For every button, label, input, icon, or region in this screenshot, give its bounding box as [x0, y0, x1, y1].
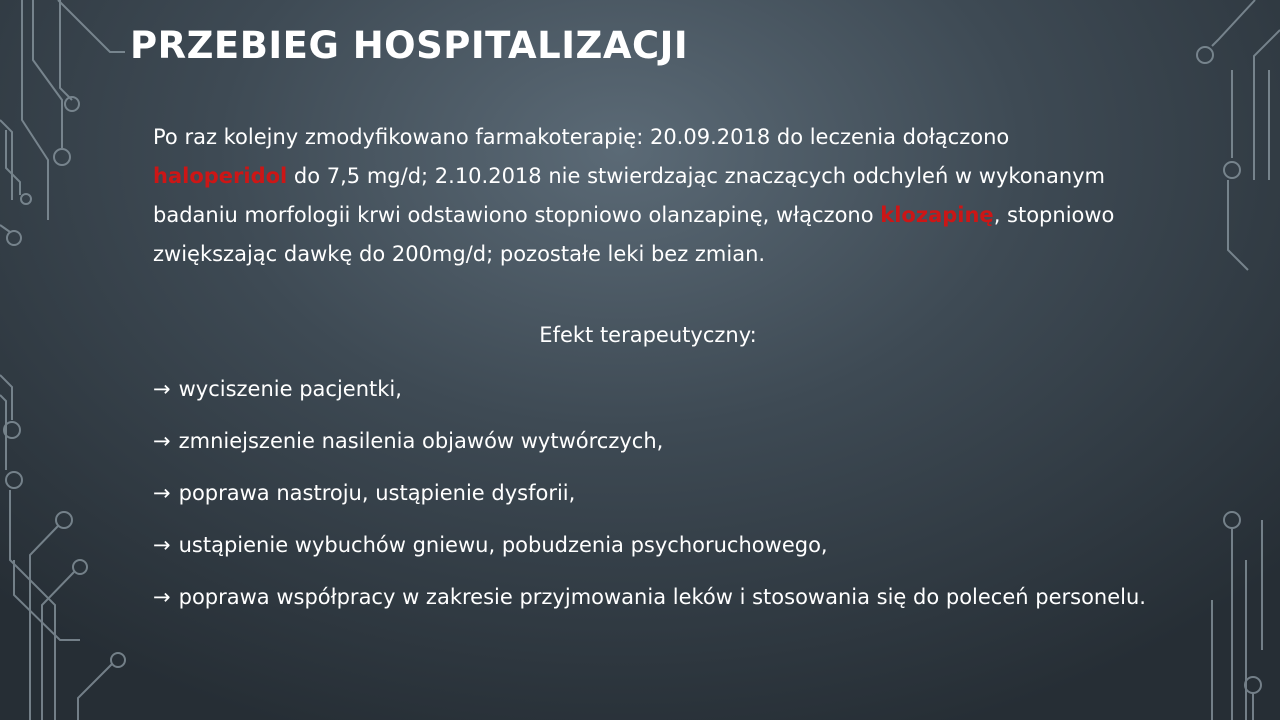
- paragraph-text: , stopniowo zwiększając dawkę do 200mg/d; pozostałe leki bez zmian.: [153, 203, 1115, 266]
- effect-text: ustąpienie wybuchów gniewu, pobudzenia psychoruchowego,: [178, 533, 828, 557]
- effect-item: [153, 370, 1153, 408]
- therapy-paragraph: [153, 118, 1143, 274]
- effect-heading: Efekt terapeutyczny:: [539, 323, 757, 347]
- paragraph-text: do 7,5 mg/d; 2.10.2018 nie stwierdzając znaczących odchyleń w wykonanym badaniu morfologii krwi odstawiono stopniowo olanzapinę, włączono: [153, 164, 1106, 227]
- arrow-icon: →: [153, 377, 171, 401]
- effect-item: [153, 474, 1153, 512]
- effect-item: [153, 578, 1153, 616]
- slide-title: PRZEBIEG HOSPITALIZACJI: [130, 24, 689, 67]
- drug-name-haloperidol: haloperidol: [153, 164, 288, 188]
- arrow-icon: →: [153, 429, 171, 453]
- effect-text: zmniejszenie nasilenia objawów wytwórczych,: [178, 429, 664, 453]
- drug-name-klozapina: klozapinę: [880, 203, 994, 227]
- effect-item: [153, 422, 1153, 460]
- effect-text: poprawa nastroju, ustąpienie dysforii,: [178, 481, 576, 505]
- arrow-icon: →: [153, 533, 171, 557]
- arrow-icon: →: [153, 585, 171, 609]
- arrow-icon: →: [153, 481, 171, 505]
- paragraph-text: Po raz kolejny zmodyfikowano farmakoterapię: 20.09.2018 do leczenia dołączono: [153, 125, 1010, 149]
- effects-list: [153, 370, 1153, 630]
- effect-item: [153, 526, 1153, 564]
- effect-text: wyciszenie pacjentki,: [178, 377, 402, 401]
- effect-text: poprawa współpracy w zakresie przyjmowania leków i stosowania się do poleceń personelu.: [178, 585, 1146, 609]
